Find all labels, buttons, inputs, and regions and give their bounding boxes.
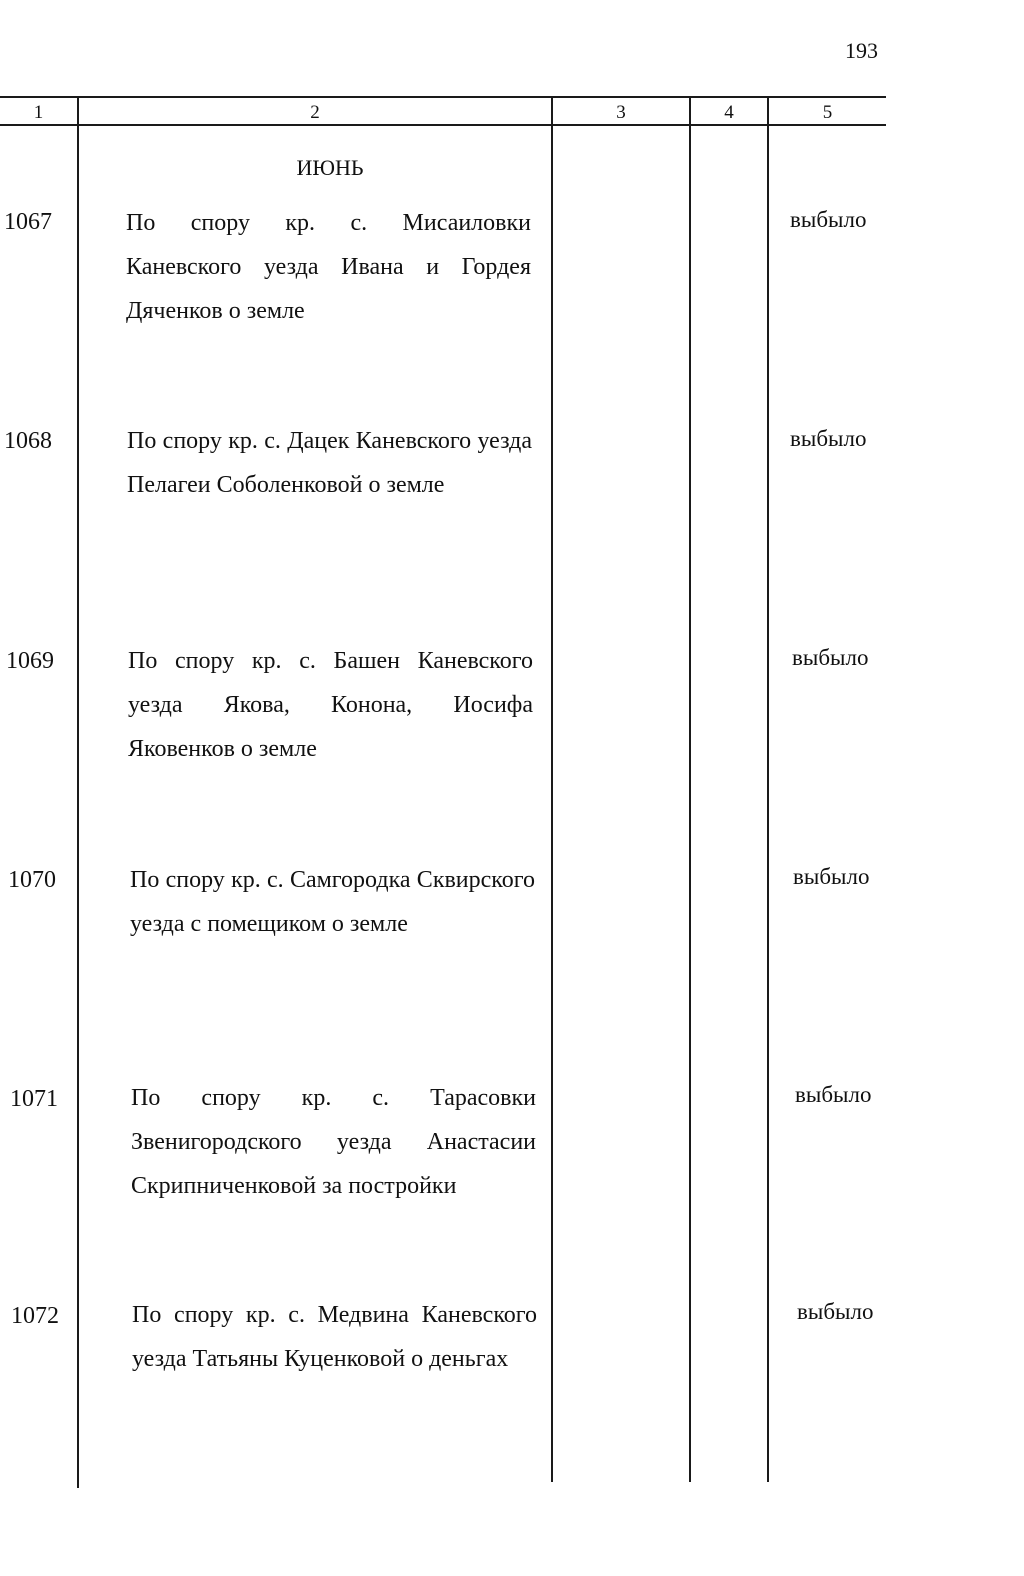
column-divider-2-3 (551, 98, 553, 1482)
column-header-3: 3 (616, 102, 626, 123)
entry-status: выбыло (792, 645, 869, 670)
entry-number: 1068 (4, 428, 52, 454)
column-divider-3-4 (689, 98, 691, 1482)
column-header-4: 4 (724, 102, 734, 123)
entry-description: По спору кр. с. Самгородка Сквирского уезда с помещиком о земле (130, 867, 535, 937)
table-top-rule (0, 96, 886, 98)
entry-status: выбыло (795, 1082, 872, 1107)
entry-status: выбыло (790, 207, 867, 232)
column-divider-1-2 (77, 98, 79, 1488)
entry-number: 1070 (8, 867, 56, 893)
entry-description: По спору кр. с. Дацек Каневского уезда Пелагеи Соболенковой о земле (127, 428, 532, 498)
page-number: 193 (845, 38, 878, 63)
entry-number: 1071 (10, 1086, 58, 1112)
entry-description: По спору кр. с. Медвина Каневского уезда Татьяны Куценковой о деньгах (132, 1302, 537, 1372)
entry-status: выбыло (790, 426, 867, 451)
entry-description: По спору кр. с. Мисаиловки Каневского уезда Ивана и Гордея Дяченков о земле (126, 210, 531, 324)
entry-status: выбыло (797, 1299, 874, 1324)
entry-description: По спору кр. с. Башен Каневского уезда Якова, Конона, Иосифа Яковенков о земле (128, 648, 533, 762)
column-header-2: 2 (310, 102, 320, 123)
entry-number: 1072 (11, 1303, 59, 1329)
table-header-rule (0, 124, 886, 126)
entry-status: выбыло (793, 864, 870, 889)
column-header-5: 5 (822, 102, 833, 123)
column-divider-4-5 (767, 98, 769, 1482)
entry-description: По спору кр. с. Тарасовки Звенигородского уезда Анастасии Скрипниченковой за постройки (131, 1085, 536, 1199)
month-heading: ИЮНЬ (296, 155, 364, 180)
column-header-1: 1 (33, 102, 44, 123)
entry-number: 1069 (6, 648, 54, 674)
entry-number: 1067 (4, 209, 52, 235)
